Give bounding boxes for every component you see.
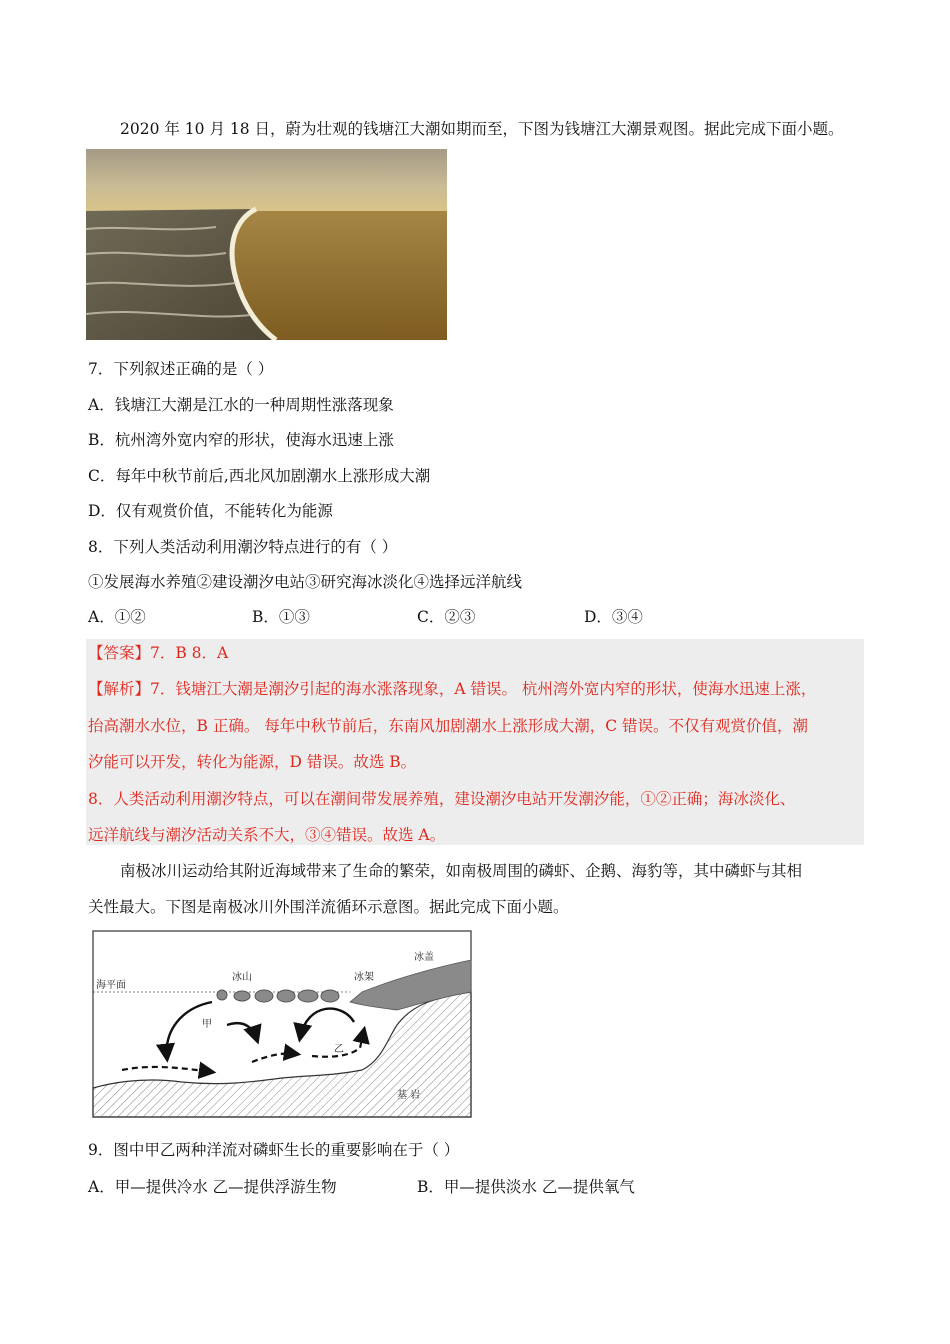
antarctic-current-diagram xyxy=(92,930,472,1118)
q8-option-a: A．①② xyxy=(88,608,146,626)
label-sea-level: 海平面 xyxy=(96,980,126,991)
question-9-stem: 9．图中甲乙两种洋流对磷虾生长的重要影响在于（ ） xyxy=(88,1141,460,1159)
q8-option-b: B．①③ xyxy=(252,608,310,626)
iceberg-4 xyxy=(277,990,295,1002)
label-current-yi: 乙 xyxy=(334,1044,344,1055)
analysis-line-2: 抬高潮水水位，B 正确。 每年中秋节前后，东南风加剧潮水上涨形成大潮，C 错误。不仅有观赏价值，潮 xyxy=(88,717,809,735)
question-8-stem: 8．下列人类活动利用潮汐特点进行的有（ ） xyxy=(88,538,398,556)
intro-paragraph-antarctic-2: 关性最大。下图是南极冰川外围洋流循环示意图。据此完成下面小题。 xyxy=(88,898,569,916)
answer-box xyxy=(86,639,864,845)
q7-option-b: B．杭州湾外宽内窄的形状，使海水迅速上涨 xyxy=(88,431,394,449)
q9-option-a: A．甲—提供冷水 乙—提供浮游生物 xyxy=(88,1178,337,1196)
intro-paragraph-antarctic-1: 南极冰川运动给其附近海域带来了生命的繁荣，如南极周围的磷虾、企鹅、海豹等，其中磷虾与其相 xyxy=(120,862,803,880)
q7-option-a: A．钱塘江大潮是江水的一种周期性涨落现象 xyxy=(88,396,394,414)
label-ice-shelf: 冰架 xyxy=(354,972,374,983)
label-ice-cap: 冰盖 xyxy=(414,952,434,963)
iceberg-2 xyxy=(234,991,250,1001)
label-iceberg: 冰山 xyxy=(232,972,252,983)
q8-option-c: C．②③ xyxy=(417,608,476,626)
iceberg-5 xyxy=(298,990,318,1002)
question-7-stem: 7．下列叙述正确的是（ ） xyxy=(88,360,274,378)
intro-paragraph-tide: 2020 年 10 月 18 日，蔚为壮观的钱塘江大潮如期而至，下图为钱塘江大潮景观图。据此完成下面小题。 xyxy=(120,120,844,138)
iceberg-6 xyxy=(321,990,339,1002)
q7-option-d: D．仅有观赏价值，不能转化为能源 xyxy=(88,502,333,520)
label-bedrock: 基 岩 xyxy=(397,1090,421,1101)
analysis-line-4: 8．人类活动利用潮汐特点，可以在潮间带发展养殖，建设潮汐电站开发潮汐能，①②正确；海冰淡化、 xyxy=(88,790,796,808)
q7-option-c: C．每年中秋节前后,西北风加剧潮水上涨形成大潮 xyxy=(88,467,431,485)
iceberg-3 xyxy=(255,990,273,1002)
iceberg-1 xyxy=(217,990,227,1000)
label-current-jia: 甲 xyxy=(202,1019,212,1030)
analysis-line-3: 汐能可以开发，转化为能源，D 错误。故选 B。 xyxy=(88,753,417,771)
analysis-line-5: 远洋航线与潮汐活动关系不大，③④错误。故选 A。 xyxy=(88,826,446,844)
q9-option-b: B．甲—提供淡水 乙—提供氧气 xyxy=(417,1178,635,1196)
q8-items: ①发展海水养殖②建设潮汐电站③研究海冰淡化④选择远洋航线 xyxy=(88,573,523,591)
answer-label: 【答案】7．B 8．A xyxy=(88,644,229,662)
analysis-line-1: 【解析】7．钱塘江大潮是潮汐引起的海水涨落现象，A 错误。 杭州湾外宽内窄的形状，使海水迅速上涨， xyxy=(88,680,817,698)
q8-option-d: D．③④ xyxy=(584,608,643,626)
qiantang-tide-photo xyxy=(86,149,447,340)
